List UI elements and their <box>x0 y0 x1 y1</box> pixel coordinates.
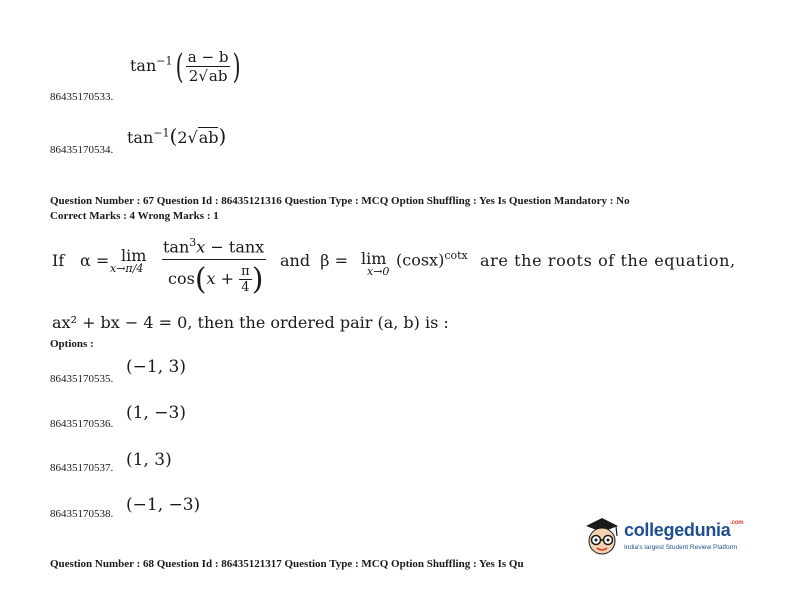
mascot-icon <box>582 514 622 558</box>
collegedunia-logo <box>582 514 752 562</box>
lim-beta: lim <box>361 249 387 268</box>
tan-fn: tan <box>127 128 154 147</box>
option-1-id: 86435170535. <box>50 373 114 385</box>
prev-option-1-id: 86435170533. <box>50 91 114 103</box>
right-paren: ) <box>233 46 242 87</box>
left-paren: ( <box>194 262 207 297</box>
prev-option-2-formula: $\tan^{-1}(2√ab)$ <box>127 124 227 148</box>
option-1-text: (−1, 3) <box>126 357 186 377</box>
right-paren: ) <box>218 124 227 148</box>
numerator: a − b <box>187 48 229 66</box>
options-label: Options : <box>50 338 94 350</box>
lim-alpha: lim <box>121 246 147 265</box>
alpha-fraction-denominator <box>168 262 263 297</box>
option-4-id: 86435170538. <box>50 508 114 520</box>
pi: π <box>241 264 250 279</box>
option-2-text: (1, −3) <box>126 403 186 423</box>
cube-exponent: 3 <box>189 236 197 249</box>
beta-exponent: cotx <box>444 249 468 262</box>
option-2-id: 86435170536. <box>50 418 114 430</box>
pi-over-4 <box>239 264 252 295</box>
and-beta-equals: and β = <box>280 251 348 270</box>
cos-fn: cos <box>168 269 195 288</box>
logo-suffix: .com <box>730 520 744 526</box>
numerator-rest: − tanx <box>210 237 265 257</box>
radicand: ab <box>208 67 228 85</box>
tan-fn: tan <box>163 237 190 257</box>
inverse-exponent: −1 <box>153 126 170 140</box>
lim-beta-subscript: x→0 <box>367 265 390 278</box>
left-paren: ( <box>169 124 178 148</box>
question-meta-line-1: Question Number : 67 Question Id : 86435121316 Question Type : MCQ Option Shuffling : Yes Is Question Mandatory : No <box>50 195 630 207</box>
left-paren: ( <box>175 46 184 87</box>
cos-argument: x + <box>206 269 235 288</box>
coef: 2 <box>188 67 199 85</box>
tan-fn: tan <box>130 56 157 75</box>
inverse-exponent: −1 <box>156 54 173 68</box>
radicand: ab <box>198 128 219 147</box>
right-paren: ) <box>251 262 264 297</box>
alpha-fraction-numerator <box>163 236 264 256</box>
variable-x: x <box>196 237 206 257</box>
four: 4 <box>239 279 252 295</box>
lim-alpha-subscript: x→π/4 <box>110 262 144 275</box>
logo-tagline: India's largest Student Review Platform <box>624 544 738 551</box>
logo-wordmark <box>624 520 743 541</box>
next-question-meta-line-1: Question Number : 68 Question Id : 86435121317 Question Type : MCQ Option Shuffling : Yes Is Qu <box>50 558 524 570</box>
coef: 2 <box>177 128 188 147</box>
beta-base: (cosx) <box>396 250 445 270</box>
logo-name: collegedunia <box>624 520 731 540</box>
option-3-id: 86435170537. <box>50 462 114 474</box>
prev-option-2-id: 86435170534. <box>50 144 114 156</box>
option-3-text: (1, 3) <box>126 450 172 470</box>
option-4-text: (−1, −3) <box>126 495 201 515</box>
alpha-equals: α = <box>80 251 110 270</box>
fraction <box>186 48 231 85</box>
denominator: 2√ab <box>186 66 231 85</box>
alpha-fraction-bar <box>162 259 266 260</box>
question-meta-line-2: Correct Marks : 4 Wrong Marks : 1 <box>50 210 219 222</box>
beta-expression <box>396 249 468 269</box>
roots-text: are the roots of the equation, <box>480 251 736 270</box>
prev-option-1-formula <box>130 48 244 85</box>
question-if: If <box>52 251 65 270</box>
question-line-2: ax² + bx − 4 = 0, then the ordered pair (a, b) is : <box>52 313 449 332</box>
